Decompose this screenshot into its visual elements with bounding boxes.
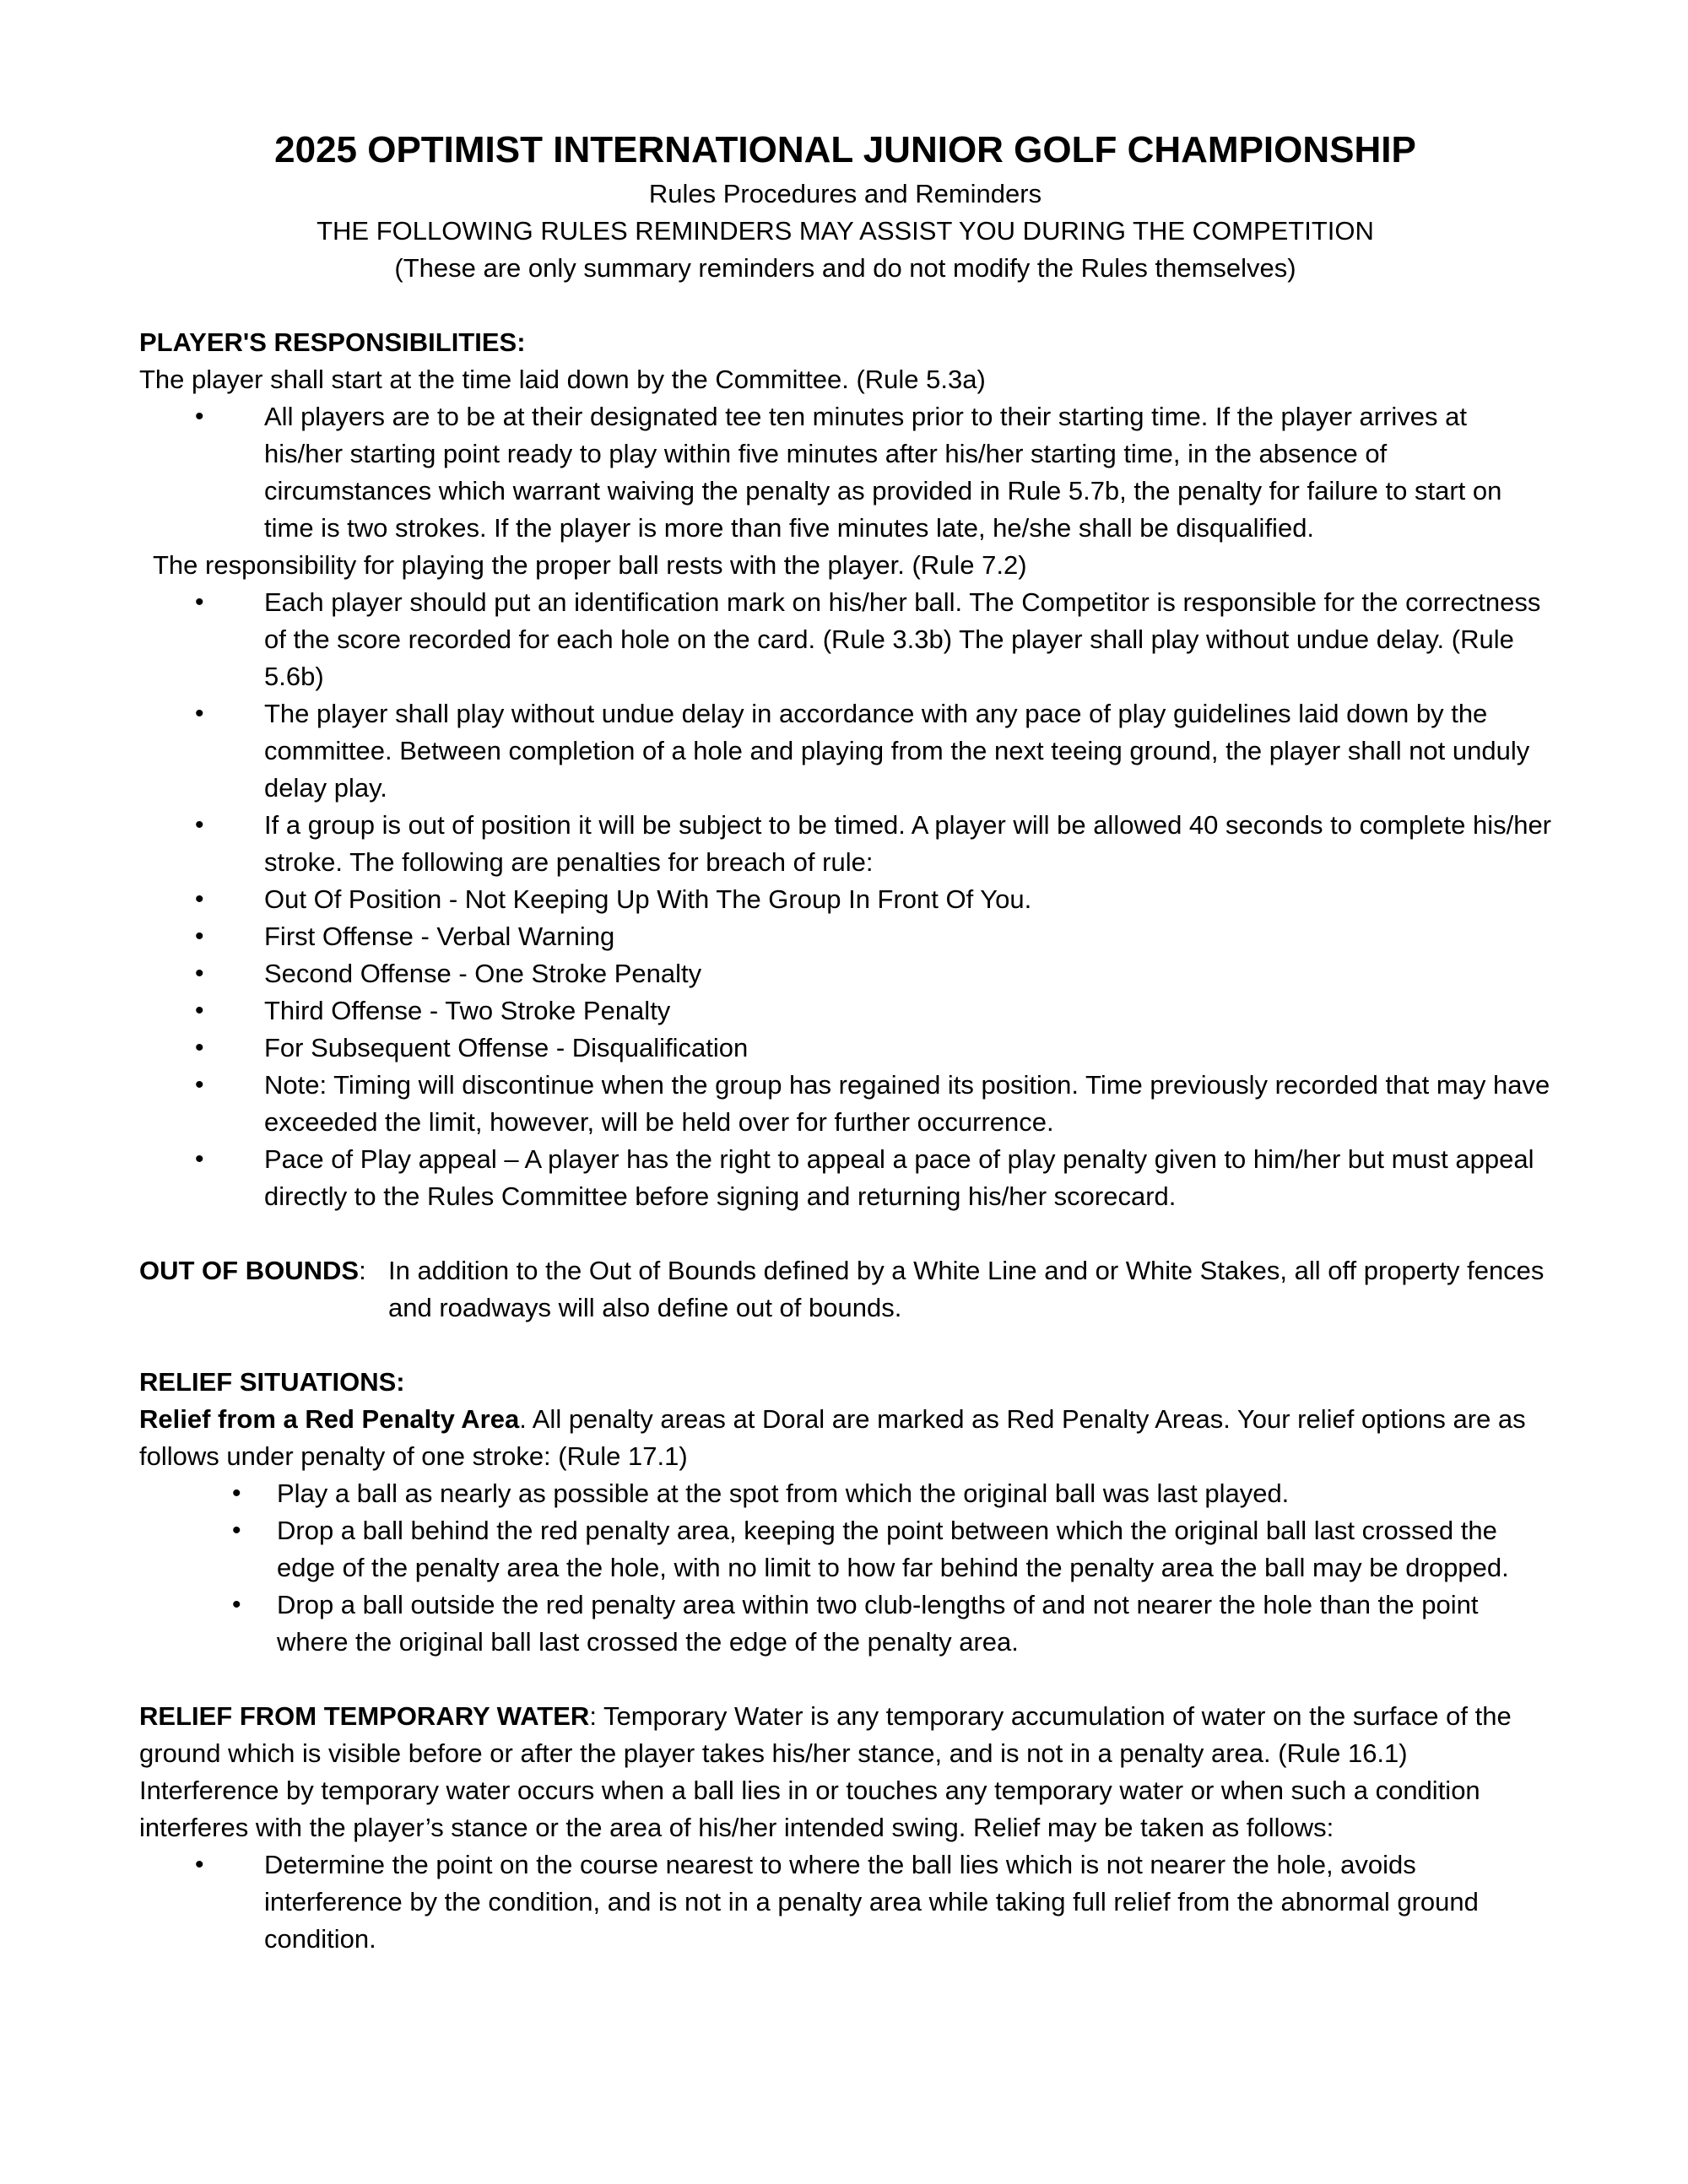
bullet-icon: • — [195, 811, 204, 839]
list-item — [139, 1067, 1551, 1141]
out-of-bounds-label: OUT OF BOUNDS — [139, 1256, 360, 1285]
list-item-text: All players are to be at their designated tee ten minutes prior to their starting time. If the player arrives at his/her starting point ready to play within five minutes after his/her starting time, in the absence of circumstances which warrant waiving the penalty as provided in Rule 5.7b, the penalty for failure to start on time is two strokes. If the player is more than five minutes late, he/she shall be disqualified. — [264, 402, 1502, 543]
spacer — [139, 1327, 1551, 1364]
bullet-icon: • — [195, 1034, 204, 1062]
responsibilities-intro: The player shall start at the time laid down by the Committee. (Rule 5.3a) — [139, 365, 986, 394]
document-header — [139, 127, 1551, 287]
document-subtitle: Rules Procedures and Reminders — [648, 179, 1042, 208]
section-relief-situations — [139, 1364, 1551, 1661]
list-item-text: Note: Timing will discontinue when the group has regained its position. Time previously recorded that may have exceeded the limit, however, will be held over for further occurrence. — [264, 1070, 1550, 1137]
list-item — [139, 584, 1551, 695]
spacer — [139, 1215, 1551, 1252]
list-item-text: Out Of Position - Not Keeping Up With The Group In Front Of You. — [264, 884, 1032, 914]
temporary-water-text: : Temporary Water is any temporary accumulation of water on the surface of the ground which is visible before or after the player takes his/her stance, and is not in a penalty area. (Rule 16.1) Interference by temporary water occurs when a ball lies in or touches any temporary water or when such a condition interferes with the player’s stance or the area of his/her intended swing. Relief may be taken as follows: — [139, 1701, 1512, 1842]
list-item — [139, 1512, 1551, 1587]
bullet-icon: • — [195, 1071, 204, 1099]
list-item — [139, 1141, 1551, 1215]
spacer — [139, 287, 1551, 324]
bullet-icon: • — [195, 997, 204, 1024]
document-title: 2025 OPTIMIST INTERNATIONAL JUNIOR GOLF CHAMPIONSHIP — [274, 129, 1416, 170]
list-item — [139, 1475, 1551, 1512]
list-item — [139, 1846, 1551, 1958]
header-reminder-line: THE FOLLOWING RULES REMINDERS MAY ASSIST YOU DURING THE COMPETITION — [316, 216, 1374, 246]
section-temporary-water — [139, 1698, 1551, 1958]
bullet-icon: • — [195, 960, 204, 987]
list-item-text: Pace of Play appeal – A player has the right to appeal a pace of play penalty given to him/her but must appeal directly to the Rules Committee before signing and returning his/her scorecard. — [264, 1144, 1534, 1211]
list-item — [139, 398, 1551, 547]
list-item — [139, 992, 1551, 1030]
responsibilities-bullet-list-a — [139, 398, 1551, 547]
list-item — [139, 1587, 1551, 1661]
list-item-text: Play a ball as nearly as possible at the spot from which the original ball was last played. — [277, 1479, 1290, 1508]
bullet-icon: • — [195, 1851, 204, 1879]
red-penalty-label: Relief from a Red Penalty Area — [139, 1404, 520, 1434]
list-item — [139, 918, 1551, 955]
section-player-responsibilities — [139, 324, 1551, 1215]
list-item-text: If a group is out of position it will be subject to be timed. A player will be allowed 40 seconds to complete his/her stroke. The following are penalties for breach of rule: — [264, 810, 1552, 877]
bullet-icon: • — [195, 403, 204, 430]
list-item-text: For Subsequent Offense - Disqualification — [264, 1033, 749, 1062]
bullet-icon: • — [195, 588, 204, 616]
list-item — [139, 695, 1551, 807]
list-item-text: Drop a ball outside the red penalty area within two club-lengths of and not nearer the hole than the point where the original ball last crossed the edge of the penalty area. — [277, 1590, 1479, 1657]
temporary-water-paragraph — [139, 1698, 1551, 1846]
bullet-icon: • — [195, 922, 204, 950]
list-item-text: First Offense - Verbal Warning — [264, 922, 615, 951]
header-disclaimer-line: (These are only summary reminders and do not modify the Rules themselves) — [394, 253, 1296, 283]
temporary-water-label: RELIEF FROM TEMPORARY WATER — [139, 1701, 590, 1731]
out-of-bounds-colon: : — [359, 1256, 366, 1285]
relief-bullet-list — [139, 1475, 1551, 1661]
list-item — [139, 955, 1551, 992]
bullet-icon: • — [195, 700, 204, 727]
list-item-text: Determine the point on the course nearest to where the ball lies which is not nearer the hole, avoids interference by the condition, and is not in a penalty area while taking full relief from the abnormal ground condition. — [264, 1850, 1479, 1954]
list-item — [139, 1030, 1551, 1067]
bullet-icon: • — [232, 1479, 241, 1507]
proper-ball-paragraph: The responsibility for playing the proper ball rests with the player. (Rule 7.2) — [153, 550, 1027, 580]
list-item-text: Second Offense - One Stroke Penalty — [264, 959, 702, 988]
bullet-icon: • — [232, 1591, 241, 1619]
out-of-bounds-text: In addition to the Out of Bounds defined by a White Line and or White Stakes, all off property fences and roadways will also define out of bounds. — [388, 1256, 1545, 1322]
bullet-icon: • — [195, 885, 204, 913]
list-item — [139, 807, 1551, 881]
out-of-bounds-label-wrap — [139, 1252, 388, 1327]
temporary-water-bullet-list — [139, 1846, 1551, 1958]
section-heading-relief: RELIEF SITUATIONS: — [139, 1367, 405, 1397]
list-item — [139, 881, 1551, 918]
responsibilities-bullet-list-b — [139, 584, 1551, 1215]
list-item-text: The player shall play without undue delay in accordance with any pace of play guidelines laid down by the committee. Between completion of a hole and playing from the next teeing ground, the player shall not unduly delay play. — [264, 699, 1530, 803]
section-out-of-bounds — [139, 1252, 1551, 1327]
red-penalty-paragraph — [139, 1401, 1551, 1475]
bullet-icon: • — [195, 1145, 204, 1173]
red-penalty-text: . All penalty areas at Doral are marked as Red Penalty Areas. Your relief options are as follows under penalty of one stroke: (Rule 17.1) — [139, 1404, 1526, 1471]
section-heading-responsibilities: PLAYER'S RESPONSIBILITIES: — [139, 327, 526, 357]
list-item-text: Each player should put an identification mark on his/her ball. The Competitor is responsible for the correctness of the score recorded for each hole on the card. (Rule 3.3b) The player shall play without undue delay. (Rule 5.6b) — [264, 587, 1541, 691]
list-item-text: Third Offense - Two Stroke Penalty — [264, 996, 671, 1025]
spacer — [139, 1661, 1551, 1698]
list-item-text: Drop a ball behind the red penalty area, keeping the point between which the original ball last crossed the edge of the penalty area the hole, with no limit to how far behind the penalty area the ball may be dropped. — [277, 1516, 1509, 1582]
bullet-icon: • — [232, 1516, 241, 1544]
